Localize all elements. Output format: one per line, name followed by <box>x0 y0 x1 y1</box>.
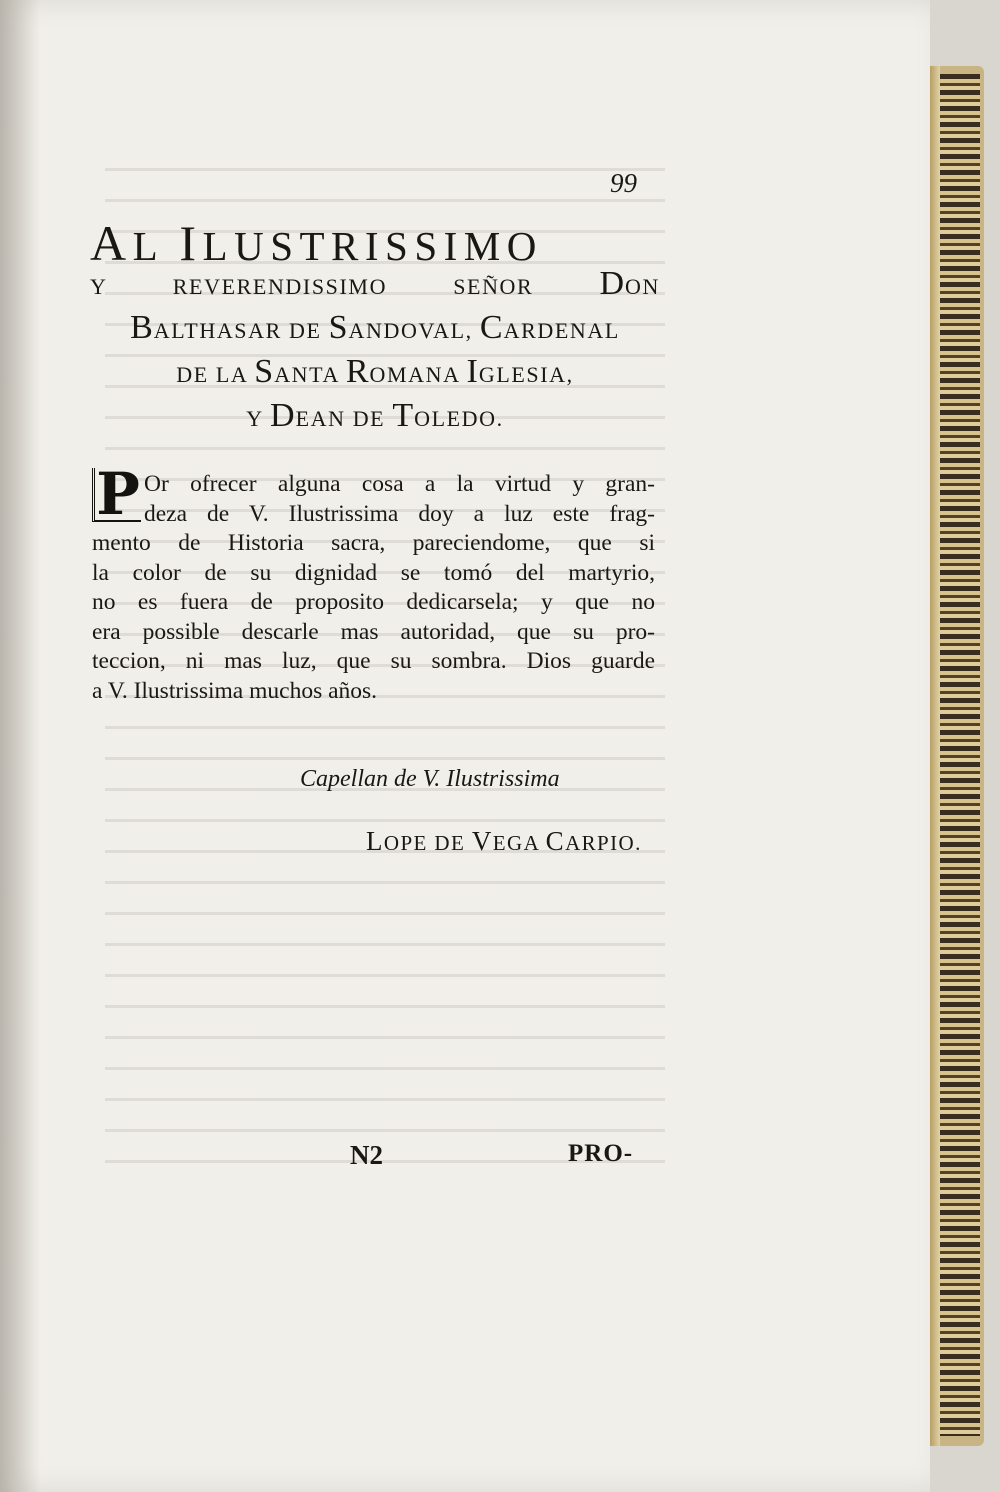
dedication-heading-line-1: AL ILUSTRISSIMO <box>90 215 543 271</box>
paragraph-line: deza de V. Ilustrissima doy a luz este frag- <box>144 500 655 527</box>
paragraph-line: no es fuera de proposito dedicarsela; y que no <box>92 589 655 615</box>
dedication-heading-line-3: BALTHASAR DE SANDOVAL, CARDENAL <box>130 309 620 346</box>
paragraph-line: a V. Ilustrissima muchos años. <box>92 677 378 704</box>
book-fore-edge <box>930 66 984 1446</box>
dedication-heading-line-4: DE LA SANTA ROMANA IGLESIA, <box>176 353 574 390</box>
paragraph-line: era possible descarle mas autoridad, que su pro- <box>92 618 655 645</box>
paragraph-line: teccion, ni mas luz, que su sombra. Dios guarde <box>92 648 655 674</box>
fore-edge-inner <box>930 66 940 1446</box>
page-number: 99 <box>610 168 637 198</box>
paragraph-line: Or ofrecer alguna cosa a la virtud y gran- <box>144 471 655 497</box>
dedication-paragraph <box>92 470 655 706</box>
dedication-heading-line-5: Y DEAN DE TOLEDO. <box>246 397 504 434</box>
page-gutter-shadow <box>0 0 40 1492</box>
printer-signature-mark: N2 <box>350 1140 383 1170</box>
signature-title: Capellan de V. Ilustrissima <box>300 766 560 792</box>
signature-name: LOPE DE VEGA CARPIO. <box>366 826 642 856</box>
fore-edge-stripes <box>940 74 980 1436</box>
catchword: PRO- <box>568 1140 634 1167</box>
paragraph-line: mento de Historia sacra, pareciendome, que si <box>92 530 655 556</box>
paragraph-line: la color de su dignidad se tomó del martyrio, <box>92 559 655 586</box>
drop-cap: P <box>92 468 141 522</box>
dedication-heading-line-2: Y REVERENDISSIMO SEÑOR DON <box>90 265 660 302</box>
